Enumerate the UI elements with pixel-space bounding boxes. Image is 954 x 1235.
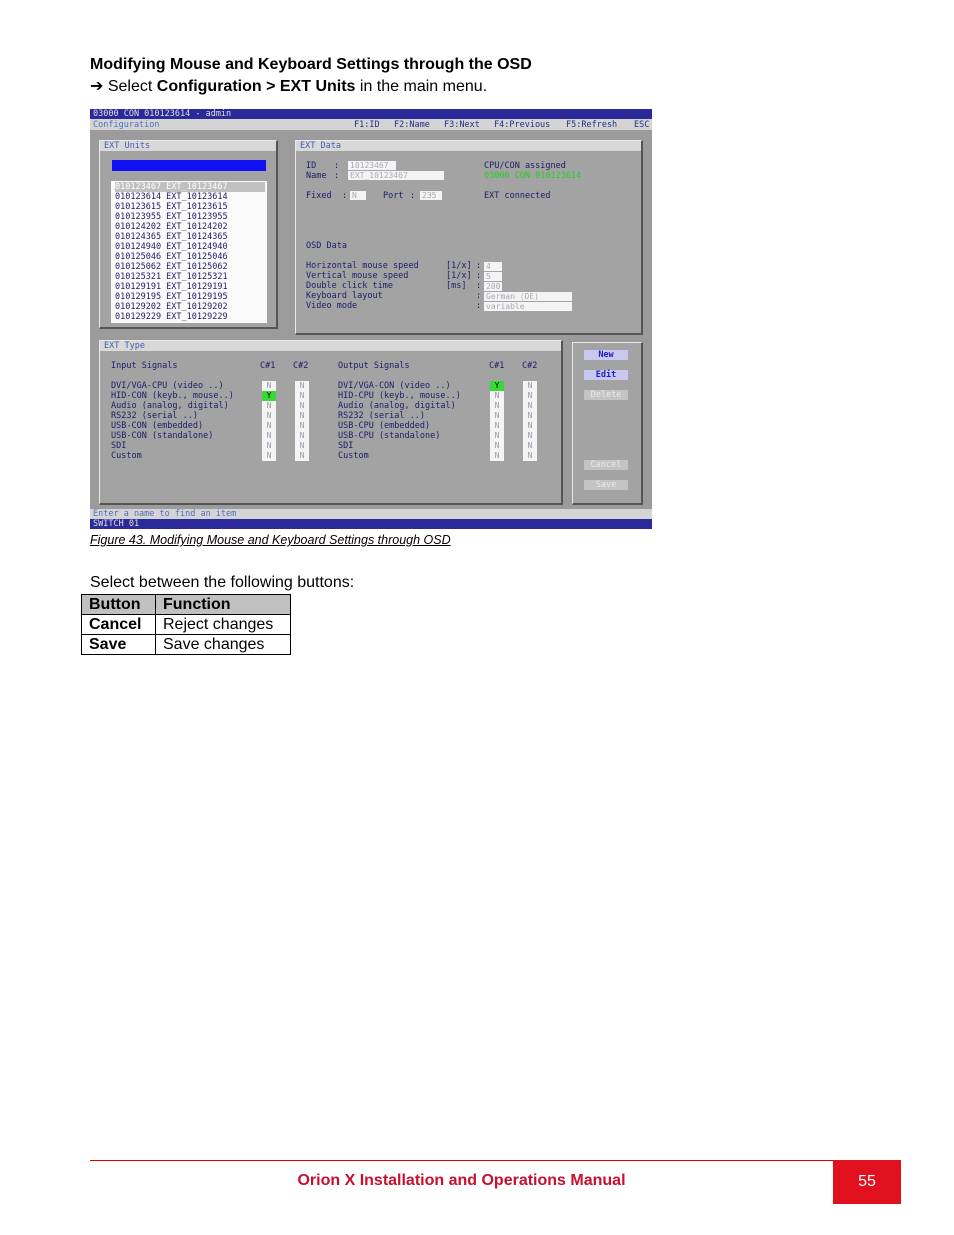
signal-label: DVI/VGA-CON (video ..)	[338, 381, 451, 391]
osd-fkey-f5[interactable]: F5:Refresh	[566, 120, 618, 130]
input-c1-header: C#1	[260, 361, 276, 371]
signal-label: SDI	[111, 441, 127, 451]
table-header-row	[82, 595, 291, 615]
ext-connected-label: EXT connected	[484, 191, 551, 201]
osd-setting-label: Vertical mouse speed	[306, 271, 409, 281]
table-cell-function: Reject changes	[156, 615, 291, 635]
signal-label: USB-CPU (embedded)	[338, 421, 431, 431]
section-heading: Modifying Mouse and Keyboard Settings through the OSD	[90, 56, 532, 73]
ext-units-list[interactable]	[111, 181, 267, 323]
table-row	[82, 615, 291, 635]
signal-label: DVI/VGA-CPU (video ..)	[111, 381, 224, 391]
signal-toggle-c2[interactable]: N	[523, 381, 537, 391]
signal-label: Audio (analog, digital)	[111, 401, 229, 411]
signal-toggle-c1[interactable]: Y	[262, 391, 276, 401]
ext-units-title: EXT Units	[100, 141, 276, 151]
signal-toggle-c2[interactable]: N	[295, 391, 309, 401]
signal-toggle-c2[interactable]: N	[295, 401, 309, 411]
output-c1-header: C#1	[489, 361, 505, 371]
signal-label: Custom	[338, 451, 369, 461]
list-item[interactable]: 010129191 EXT_10129191	[115, 282, 228, 292]
port-field[interactable]: 235	[420, 191, 442, 200]
osd-switch-line: SWITCH 01	[93, 519, 140, 529]
cpu-assigned-label: CPU/CON assigned	[484, 161, 566, 171]
signal-toggle-c2[interactable]: N	[295, 431, 309, 441]
signal-toggle-c1[interactable]: N	[262, 441, 276, 451]
osd-setting-unit: [ms]	[446, 281, 467, 291]
signal-toggle-c2[interactable]: N	[523, 431, 537, 441]
list-item[interactable]: 010123615 EXT_10123615	[115, 202, 228, 212]
signal-label: Custom	[111, 451, 142, 461]
osd-buttons-panel	[572, 342, 643, 505]
signal-label: RS232 (serial ..)	[338, 411, 425, 421]
input-c2-header: C#2	[293, 361, 309, 371]
list-item[interactable]: 010125062 EXT_10125062	[115, 262, 228, 272]
osd-save-button[interactable]: Save	[584, 480, 628, 490]
signal-toggle-c1[interactable]: N	[490, 391, 504, 401]
osd-new-button[interactable]: New	[584, 350, 628, 360]
signal-toggle-c2[interactable]: N	[295, 421, 309, 431]
osd-fkey-f1[interactable]: F1:ID	[354, 120, 380, 130]
osd-screenshot	[90, 109, 652, 529]
osd-setting-field[interactable]: 200	[486, 282, 501, 291]
osd-setting-field[interactable]: 5	[484, 272, 502, 281]
osd-setting-label: Horizontal mouse speed	[306, 261, 419, 271]
osd-titlebar: 03000 CON 010123614 - admin	[93, 109, 232, 119]
list-item[interactable]: 010123614 EXT_10123614	[115, 192, 228, 202]
osd-cancel-button[interactable]: Cancel	[584, 460, 628, 470]
figure-caption: Figure 43. Modifying Mouse and Keyboard Settings through OSD	[90, 533, 451, 547]
signal-toggle-c1[interactable]: N	[490, 451, 504, 461]
list-item[interactable]: 010125321 EXT_10125321	[115, 272, 228, 282]
signal-label: USB-CPU (standalone)	[338, 431, 441, 441]
signal-label: USB-CON (standalone)	[111, 431, 214, 441]
osd-setting-label: Keyboard layout	[306, 291, 383, 301]
ext-type-panel	[99, 340, 563, 505]
signal-toggle-c1[interactable]: N	[262, 431, 276, 441]
ext-units-panel	[99, 140, 278, 329]
output-signals-header: Output Signals	[338, 361, 410, 371]
list-item[interactable]: 010129202 EXT_10129202	[115, 302, 228, 312]
signal-label: USB-CON (embedded)	[111, 421, 204, 431]
list-item[interactable]: 010124365 EXT_10124365	[115, 232, 228, 242]
instruction-suffix: in the main menu.	[355, 78, 488, 95]
signal-label: HID-CON (keyb., mouse..)	[111, 391, 234, 401]
osd-setting-label: Double click time	[306, 281, 393, 291]
name-field[interactable]: EXT_10123467	[348, 171, 444, 180]
cpu-assigned-value: 03000 CON 010123614	[484, 171, 582, 181]
osd-setting-label: Video mode	[306, 301, 358, 311]
signal-toggle-c1[interactable]: N	[262, 421, 276, 431]
id-field[interactable]: 10123467	[348, 161, 396, 170]
osd-delete-button[interactable]: Delete	[584, 390, 628, 400]
signal-toggle-c2[interactable]: N	[295, 441, 309, 451]
signal-toggle-c2[interactable]: N	[523, 421, 537, 431]
list-item[interactable]: 010125046 EXT_10125046	[115, 252, 228, 262]
signal-toggle-c2[interactable]: N	[523, 441, 537, 451]
osd-setting-field[interactable]: German (DE)	[484, 292, 572, 301]
signal-toggle-c1[interactable]: N	[262, 381, 276, 391]
port-label: Port	[383, 191, 404, 201]
footer-rule	[90, 1160, 900, 1161]
ext-type-title: EXT Type	[100, 341, 561, 351]
table-header-function: Function	[156, 595, 291, 615]
signal-label: SDI	[338, 441, 354, 451]
signal-toggle-c1[interactable]: N	[262, 411, 276, 421]
signal-label: HID-CPU (keyb., mouse..)	[338, 391, 461, 401]
osd-setting-field[interactable]: variable	[484, 302, 572, 311]
signal-toggle-c1[interactable]: N	[262, 451, 276, 461]
osd-menubar: Configuration	[93, 120, 160, 130]
input-signals-header: Input Signals	[111, 361, 178, 371]
buttons-table	[81, 594, 291, 655]
instruction-line	[90, 76, 487, 96]
name-label: Name	[306, 171, 327, 181]
signal-toggle-c2[interactable]: N	[295, 381, 309, 391]
arrow-icon: ➔	[90, 78, 104, 95]
ext-data-title: EXT Data	[296, 141, 641, 151]
signal-toggle-c1[interactable]: N	[262, 401, 276, 411]
osd-data-label: OSD Data	[306, 241, 347, 251]
ext-data-panel: EXT Data ID : 10123467 Name : EXT_10123467 Fixed : N Port : 235 CPU/CON assigned 03000 CON 010123614 EXT connected OSD Data Horizontal mouse speed [1/x] : 4 Vertical mouse speed [1/x] : 5 Double click time [ms] : 200 Keyboard layout : German (DE) Video mode : variable	[295, 140, 643, 335]
osd-setting-unit: [1/x]	[446, 271, 472, 281]
signal-toggle-c2[interactable]: N	[523, 451, 537, 461]
osd-fkey-f2[interactable]: F2:Name	[394, 120, 430, 130]
signal-toggle-c2[interactable]: N	[295, 411, 309, 421]
signal-toggle-c1[interactable]: N	[490, 401, 504, 411]
signal-toggle-c2[interactable]: N	[295, 451, 309, 461]
list-item[interactable]: 010123955 EXT_10123955	[115, 212, 228, 222]
id-label: ID	[306, 161, 317, 171]
signal-toggle-c2[interactable]: N	[523, 401, 537, 411]
ext-units-search-input[interactable]	[112, 160, 266, 171]
osd-fkey-f3[interactable]: F3:Next	[444, 120, 480, 130]
table-cell-button: Save	[82, 635, 156, 655]
osd-fkey-f4[interactable]: F4:Previous	[494, 120, 551, 130]
page-number: 55	[833, 1160, 901, 1204]
signal-label: Audio (analog, digital)	[338, 401, 456, 411]
output-c2-header: C#2	[522, 361, 538, 371]
list-item[interactable]: 010129195 EXT_10129195	[115, 292, 228, 302]
table-cell-button: Cancel	[82, 615, 156, 635]
table-row	[82, 635, 291, 655]
osd-edit-button[interactable]: Edit	[584, 370, 628, 380]
list-item[interactable]: 010123467 EXT_10123467	[115, 182, 265, 192]
signal-toggle-c1[interactable]: N	[490, 411, 504, 421]
instruction-menu-path: Configuration > EXT Units	[156, 78, 356, 95]
list-item[interactable]: 010124940 EXT_10124940	[115, 242, 228, 252]
osd-setting-unit: [1/x]	[446, 261, 472, 271]
osd-setting-field[interactable]: 4	[484, 262, 502, 271]
signal-toggle-c1[interactable]: N	[490, 421, 504, 431]
signal-toggle-c1[interactable]: N	[490, 441, 504, 451]
osd-status-line: Enter a name to find an item	[93, 509, 237, 519]
signal-toggle-c1[interactable]: Y	[490, 381, 504, 391]
table-header-button: Button	[82, 595, 156, 615]
signal-toggle-c1[interactable]: N	[490, 431, 504, 441]
signal-toggle-c2[interactable]: N	[523, 391, 537, 401]
signal-label: RS232 (serial ..)	[111, 411, 198, 421]
list-item[interactable]: 010129229 EXT_10129229	[115, 312, 228, 322]
osd-fkey-esc[interactable]: ESC	[634, 120, 650, 130]
footer-title: Orion X Installation and Operations Manual	[297, 1172, 626, 1189]
table-cell-function: Save changes	[156, 635, 291, 655]
signal-toggle-c2[interactable]: N	[523, 411, 537, 421]
list-item[interactable]: 010124202 EXT_10124202	[115, 222, 228, 232]
fixed-field[interactable]: N	[350, 191, 366, 200]
select-text: Select between the following buttons:	[90, 574, 355, 591]
instruction-prefix: Select	[107, 78, 157, 95]
fixed-label: Fixed	[306, 191, 332, 201]
